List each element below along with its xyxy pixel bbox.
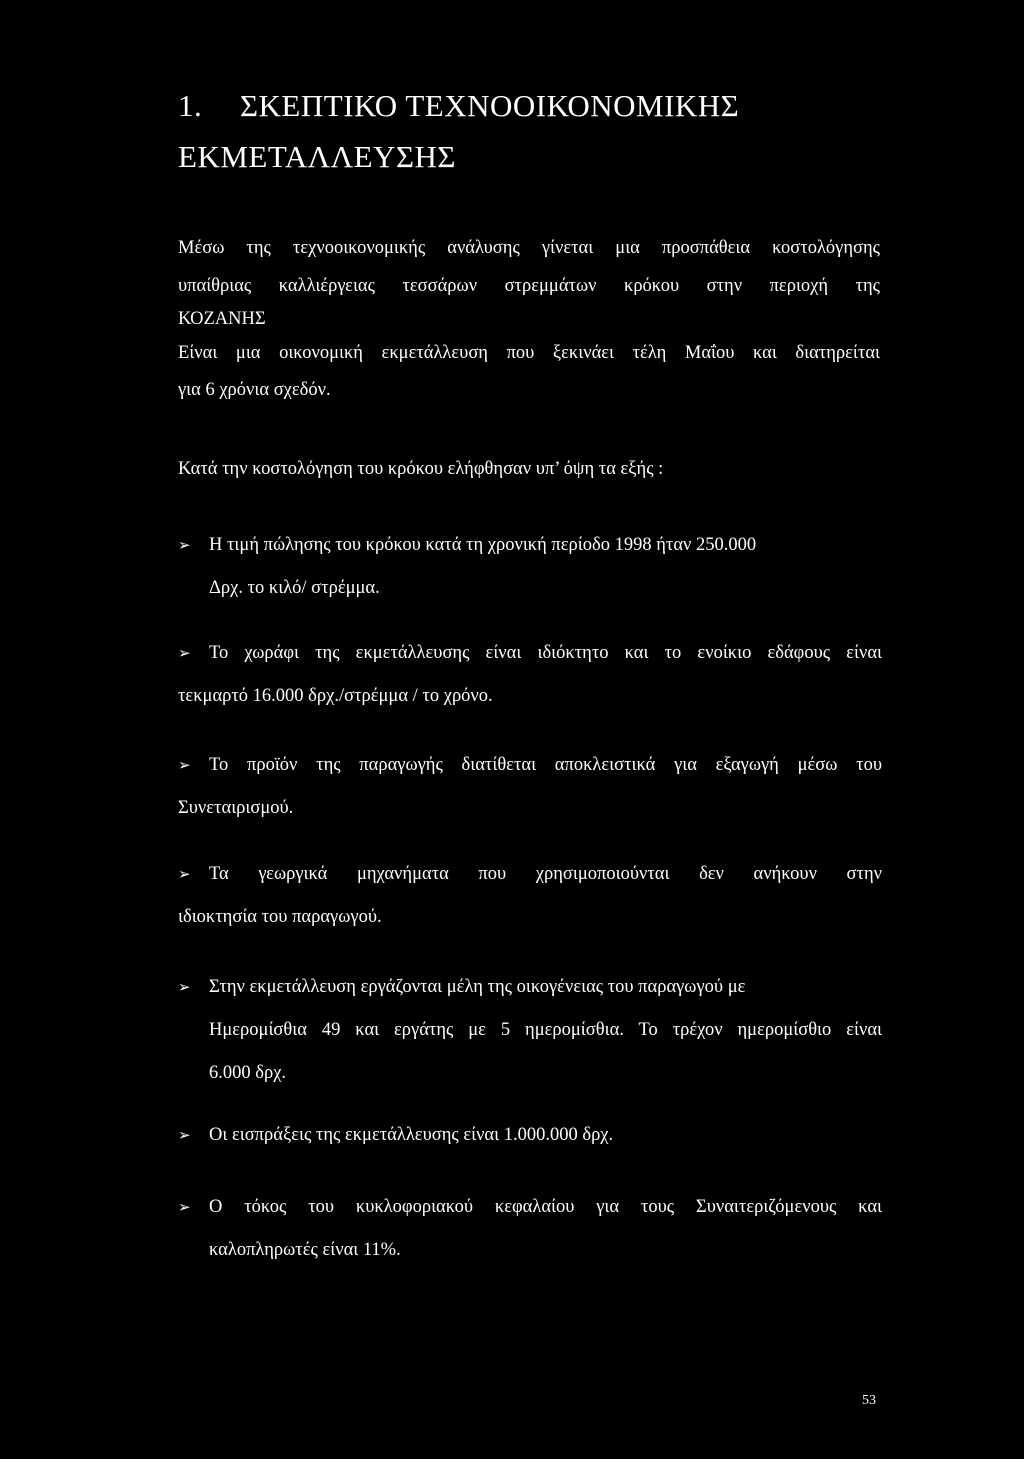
list-item-line: Οι εισπράξεις της εκμετάλλευσης είναι 1.000.000 δρχ. (209, 1125, 614, 1145)
arrow-bullet-icon: ➢ (178, 756, 191, 774)
list-item-line: Ημερομίσθια 49 και εργάτης με 5 ημερομίσθια. Το τρέχον ημερομίσθιο είναι (209, 1020, 882, 1040)
list-item (178, 744, 882, 830)
intro-line: Είναι μια οικονομική εκμετάλλευση που ξεκινάει τέλη Μαΐου και διατηρείται (178, 342, 880, 363)
list-item-line: Συνεταιρισμού. (178, 798, 294, 818)
list-item (178, 1114, 882, 1157)
list-item (178, 966, 882, 1095)
list-item-line: Ο τόκος του κυκλοφοριακού κεφαλαίου για τους Συναιτεριζόμενους και (209, 1197, 882, 1217)
arrow-bullet-icon: ➢ (178, 536, 191, 554)
lead-in-text: Κατά την κοστολόγηση του κρόκου ελήφθησαν υπ’ όψη τα εξής : (178, 459, 664, 479)
list-item (178, 1186, 882, 1272)
list-item-line: Το χωράφι της εκμετάλλευσης είναι ιδιόκτητο και το ενοίκιο εδάφους είναι (209, 643, 882, 663)
list-item-line: καλοπληρωτές είναι 11%. (209, 1240, 401, 1260)
intro-line: ΚΟΖΑΝΗΣ (178, 309, 266, 329)
arrow-bullet-icon: ➢ (178, 1126, 191, 1144)
section-title-line-2: ΕΚΜΕΤΑΛΛΕΥΣΗΣ (178, 139, 456, 174)
section-title-line-1: ΣΚΕΠΤΙΚΟ ΤΕΧΝΟΟΙΚΟΝΟΜΙΚΗΣ (240, 88, 740, 123)
list-item-line: 6.000 δρχ. (209, 1063, 287, 1083)
arrow-bullet-icon: ➢ (178, 1198, 191, 1216)
page-number: 53 (862, 1393, 876, 1408)
intro-line: υπαίθριας καλλιέργειας τεσσάρων στρεμμάτων κρόκου στην περιοχή της (178, 275, 880, 296)
list-item-line: τεκμαρτό 16.000 δρχ./στρέμμα / το χρόνο. (178, 686, 493, 706)
list-item (178, 524, 882, 610)
section-heading (178, 90, 739, 121)
intro-line: για 6 χρόνια σχεδόν. (178, 380, 331, 400)
arrow-bullet-icon: ➢ (178, 644, 191, 662)
list-item-line: ιδιοκτησία του παραγωγού. (178, 907, 382, 927)
list-item (178, 853, 882, 939)
list-item-line: Τα γεωργικά μηχανήματα που χρησιμοποιούνται δεν ανήκουν στην (209, 864, 882, 884)
arrow-bullet-icon: ➢ (178, 865, 191, 883)
intro-paragraph (178, 230, 880, 410)
section-number: 1. (178, 88, 203, 123)
arrow-bullet-icon: ➢ (178, 978, 191, 996)
list-item-line: Δρχ. το κιλό/ στρέμμα. (209, 578, 380, 598)
list-item (178, 632, 882, 718)
intro-line: Μέσω της τεχνοοικονομικής ανάλυσης γίνεται μια προσπάθεια κοστολόγησης (178, 238, 880, 258)
list-item-line: Η τιμή πώλησης του κρόκου κατά τη χρονική περίοδο 1998 ήταν 250.000 (209, 535, 757, 555)
list-item-line: Το προϊόν της παραγωγής διατίθεται αποκλειστικά για εξαγωγή μέσω του (209, 755, 882, 775)
list-item-line: Στην εκμετάλλευση εργάζονται μέλη της οικογένειας του παραγωγού με (209, 977, 746, 997)
